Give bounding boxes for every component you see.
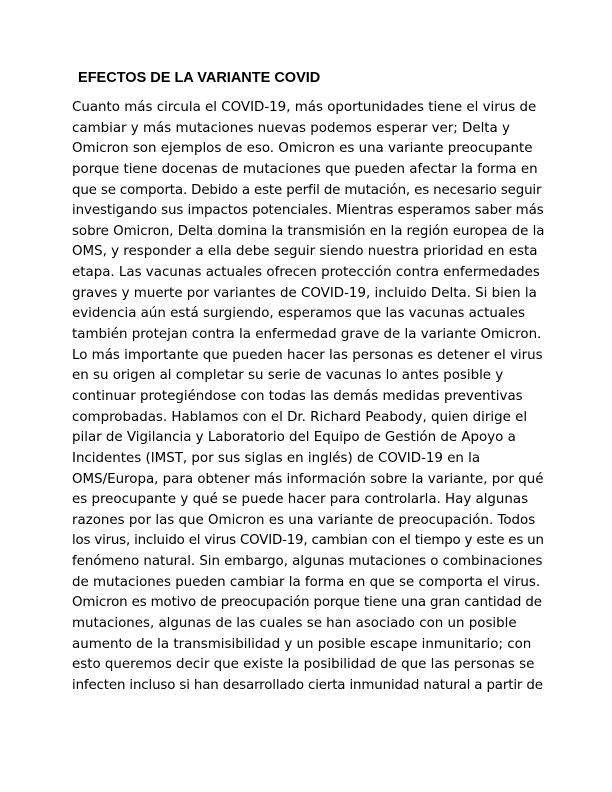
body-line: Incidentes (IMST, por sus siglas en inglés) de COVID-19 en la: [72, 450, 481, 466]
body-line: que se comporta. Debido a este perfil de mutación, es necesario seguir: [72, 182, 542, 198]
body-line: aumento de la transmisibilidad y un posible escape inmunitario; con: [72, 636, 532, 652]
body-line: los virus, incluido el virus COVID-19, cambian con el tiempo y este es un: [72, 533, 544, 549]
body-line: continuar protegiéndose con todas las demás medidas preventivas: [72, 388, 523, 404]
body-line: Omicron es motivo de preocupación porque tiene una gran cantidad de: [72, 595, 542, 611]
body-line: razones por las que Omicron es una variante de preocupación. Todos: [72, 512, 536, 528]
body-line: Cuanto más circula el COVID-19, más oportunidades tiene el virus de: [72, 100, 537, 115]
body-line: en su origen al completar su serie de vacunas lo antes posible y: [72, 368, 504, 384]
body-line: sobre Omicron, Delta domina la transmisión en la región europea de la: [72, 223, 545, 239]
body-line: Lo más importante que pueden hacer las personas es detener el virus: [72, 347, 543, 363]
body-line: investigando sus impactos potenciales. Mientras esperamos saber más: [72, 203, 544, 219]
body-line: OMS/Europa, para obtener más información sobre la variante, por qué: [72, 471, 544, 487]
body-line: comprobadas. Hablamos con el Dr. Richard Peabody, quien dirige el: [72, 409, 528, 425]
body-line: pilar de Vigilancia y Laboratorio del Equipo de Gestión de Apoyo a: [72, 430, 516, 446]
body-line: también protejan contra la enfermedad grave de la variante Omicron.: [72, 327, 542, 343]
body-line: evidencia aún está surgiendo, esperamos que las vacunas actuales: [72, 306, 526, 322]
document-body: [72, 98, 544, 697]
body-line: OMS, y responder a ella debe seguir siendo nuestra prioridad en esta: [72, 244, 538, 260]
body-line: esto queremos decir que existe la posibilidad de que las personas se: [72, 657, 535, 673]
body-line: cambiar y más mutaciones nuevas podemos esperar ver; Delta y: [72, 120, 510, 136]
body-line: infecten incluso si han desarrollado cierta inmunidad natural a partir de: [72, 677, 543, 693]
body-line: porque tiene docenas de mutaciones que pueden afectar la forma en: [72, 161, 538, 177]
document-title: EFECTOS DE LA VARIANTE COVID: [74, 70, 321, 86]
body-line: fenómeno natural. Sin embargo, algunas mutaciones o combinaciones: [72, 554, 543, 570]
body-line: Omicron son ejemplos de eso. Omicron es una variante preocupante: [72, 141, 533, 157]
body-line: mutaciones, algunas de las cuales se han asociado con un posible: [72, 616, 517, 632]
body-line: de mutaciones pueden cambiar la forma en que se comporta el virus.: [72, 574, 541, 590]
body-line: es preocupante y qué se puede hacer para controlarla. Hay algunas: [72, 492, 529, 508]
body-line: graves y muerte por variantes de COVID-19, incluido Delta. Si bien la: [72, 285, 537, 301]
body-line: etapa. Las vacunas actuales ofrecen protección contra enfermedades: [72, 265, 540, 281]
